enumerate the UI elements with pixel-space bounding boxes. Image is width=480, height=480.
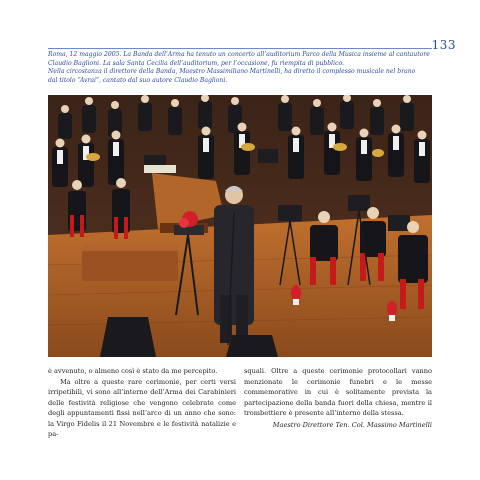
stage-monitor [226, 335, 278, 357]
text-column-left [48, 366, 236, 440]
caption-line: Nella circostanza il direttore della Banda, Maestro Massimiliano Martinelli, ha diretto il complesso musicale nel brano [48, 68, 416, 76]
caption-line: Claudio Baglioni. La sala Santa Cecilia dell’auditorium, per l’occasione, fu riempita di pubblico. [48, 59, 344, 67]
singer [214, 186, 254, 345]
body-text: è avvenuto, o almeno così è stato da me percepito. [48, 367, 218, 375]
page-number: 133 [431, 38, 456, 52]
top-rule [48, 48, 432, 49]
photo-caption [48, 51, 428, 85]
caption-line: Roma, 12 maggio 2005. La Banda dell’Arma ha tenuto un concerto all’auditorium Parco della Musica insieme al cantautore [48, 51, 430, 58]
caption-line: dal titolo “Avrai”, cantato dal suo autore Claudio Baglioni. [48, 76, 228, 84]
body-text: Ma oltre a queste rare cerimonie, per certi versi irripetibili, vi sono all’interno dell’Arma dei Carabinieri delle festività religiose che vengono celebrate come degli appuntamenti fissi nell’arco di un anno che sono: la Virgo Fidelis il 21 Novembre e le festività natalizie e pa- [48, 377, 236, 438]
concert-photo [48, 95, 432, 357]
signature: Maestro Direttore Ten. Col. Massimo Martinelli [272, 421, 432, 429]
text-column-right [244, 366, 432, 419]
stage-monitor [100, 317, 156, 357]
body-text: squali. Oltre a queste cerimonie protocollari vanno menzionate le cerimonie funebri e le messe commemorative in cui è solitamente prevista la partecipazione della banda fuori della chiesa, mentre il trombettiere è presente all’interno della stessa. [244, 367, 432, 417]
